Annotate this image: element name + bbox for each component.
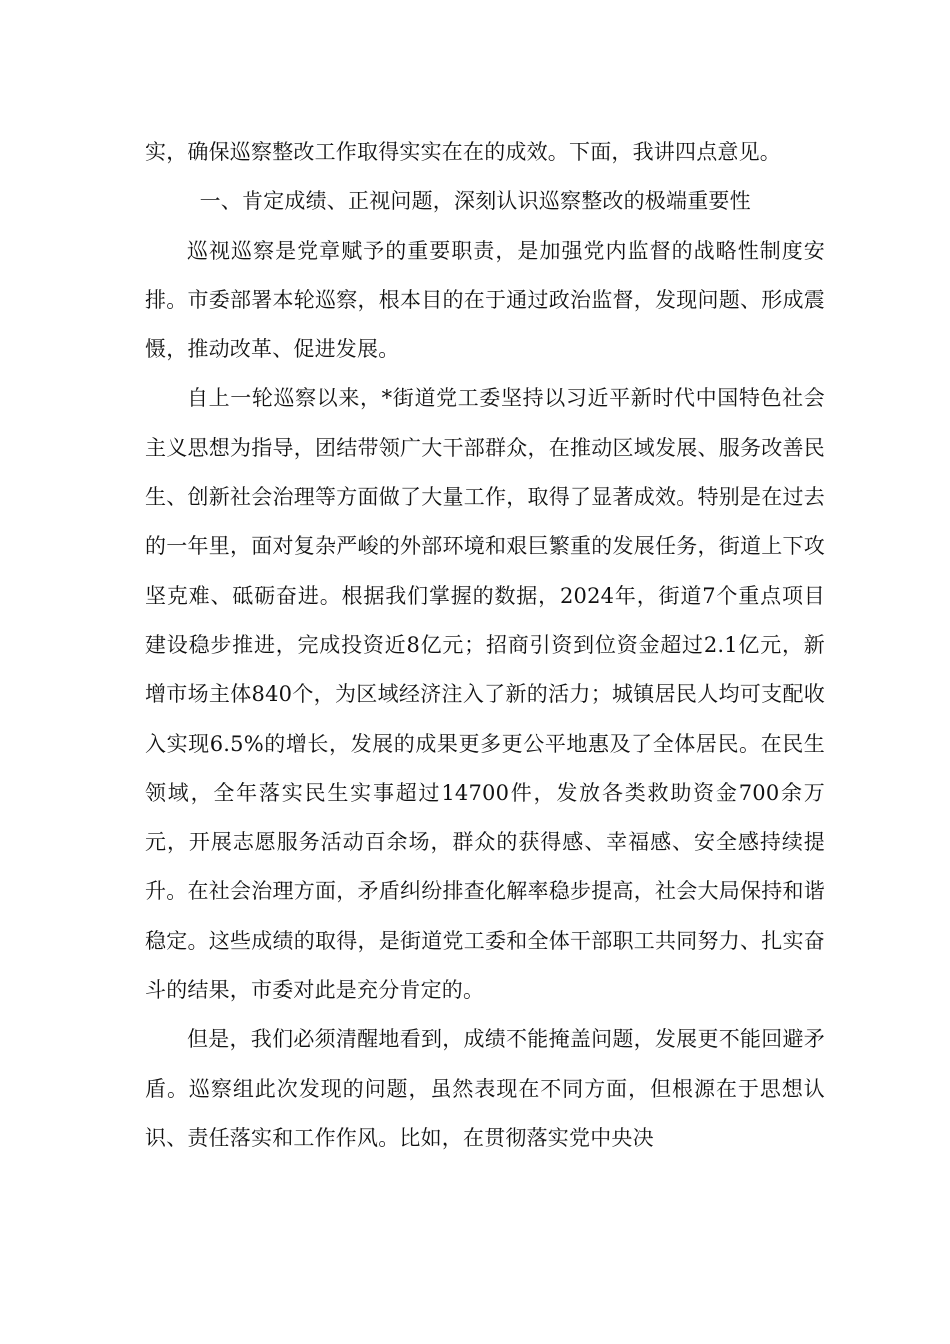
paragraph-continuation: 实，确保巡察整改工作取得实实在在的成效。下面，我讲四点意见。 bbox=[145, 140, 781, 164]
document-body bbox=[145, 128, 825, 1163]
paragraph: 巡视巡察是党章赋予的重要职责，是加强党内监督的战略性制度安排。市委部署本轮巡察，根本目的在于通过政治监督，发现问题、形成震慑，推动改革、促进发展。 bbox=[145, 238, 825, 362]
paragraph: 自上一轮巡察以来，*街道党工委坚持以习近平新时代中国特色社会主义思想为指导，团结带领广大干部群众，在推动区域发展、服务改善民生、创新社会治理等方面做了大量工作，取得了显著成效。特别是在过去的一年里，面对复杂严峻的外部环境和艰巨繁重的发展任务，街道上下攻坚克难、砥砺奋进。根据我们掌握的数据，2024年，街道7个重点项目建设稳步推进，完成投资近8亿元；招商引资到位资金超过2.1亿元，新增市场主体840个，为区域经济注入了新的活力；城镇居民人均可支配收入实现6.5%的增长，发展的成果更多更公平地惠及了全体居民。在民生领域，全年落实民生实事超过14700件，发放各类救助资金700余万元，开展志愿服务活动百余场，群众的获得感、幸福感、安全感持续提升。在社会治理方面，矛盾纠纷排查化解率稳步提高，社会大局保持和谐稳定。这些成绩的取得，是街道党工委和全体干部职工共同努力、扎实奋斗的结果，市委对此是充分肯定的。 bbox=[145, 386, 825, 1003]
paragraph: 但是，我们必须清醒地看到，成绩不能掩盖问题，发展更不能回避矛盾。巡察组此次发现的问题，虽然表现在不同方面，但根源在于思想认识、责任落实和工作作风。比如，在贯彻落实党中央决 bbox=[145, 1027, 825, 1150]
section-heading: 一、肯定成绩、正视问题，深刻认识巡察整改的极端重要性 bbox=[199, 189, 751, 214]
